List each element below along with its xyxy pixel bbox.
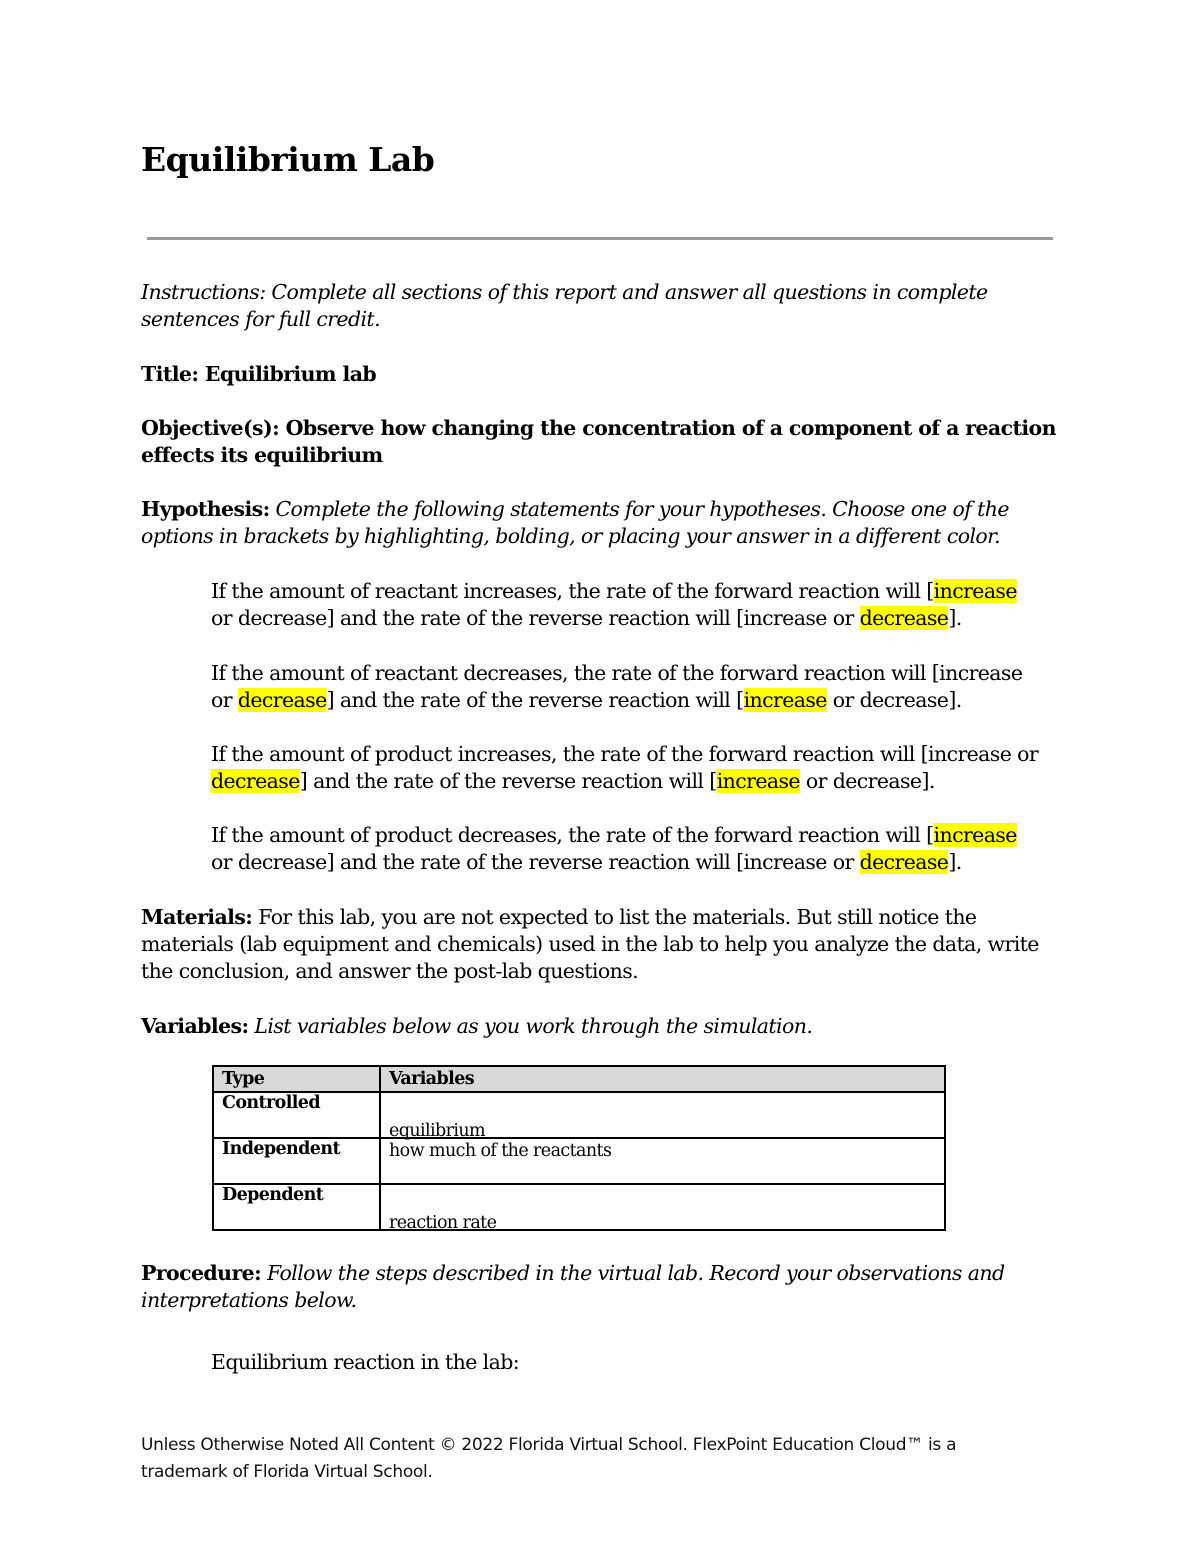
- table-header-row: [213, 1066, 945, 1092]
- variables-table: [212, 1065, 946, 1231]
- hypothesis-statement-4: If the amount of product decreases, the rate of the forward reaction will [increase or decrease] and the rate of the reverse reaction will [increase or decrease].: [211, 823, 1017, 874]
- lab-title-value: Equilibrium lab: [204, 362, 377, 386]
- page-footer: Unless Otherwise Noted All Content © 2022 Florida Virtual School. FlexPoint Education Cloud™ is a trademark of Florida Virtual School.: [141, 1435, 957, 1482]
- type-cell: Independent: [213, 1138, 380, 1184]
- hypothesis-statement-1: If the amount of reactant increases, the rate of the forward reaction will [increase or decrease] and the rate of the reverse reaction will [increase or decrease].: [211, 579, 1017, 630]
- horizontal-divider: [147, 237, 1053, 240]
- lab-title-label: Title:: [141, 362, 199, 386]
- objective-label: Objective(s):: [141, 416, 280, 440]
- table-row: [213, 1138, 945, 1184]
- selected-option: increase: [933, 579, 1017, 603]
- hypothesis-line: [141, 496, 1056, 550]
- selected-option: decrease: [859, 606, 949, 630]
- variables-text: List variables below as you work through the simulation.: [254, 1014, 813, 1038]
- selected-option: decrease: [211, 769, 300, 793]
- variable-value: reaction rate: [389, 1213, 497, 1233]
- selected-option: increase: [743, 688, 827, 712]
- header-variables: Variables: [380, 1066, 945, 1092]
- table-row: [213, 1092, 945, 1138]
- materials-label: Materials:: [141, 905, 253, 929]
- procedure-text: Follow the steps described in the virtual lab. Record your observations and interpretations below.: [141, 1261, 1005, 1312]
- selected-option: decrease: [859, 850, 949, 874]
- selected-option: increase: [933, 823, 1017, 847]
- selected-option: decrease: [237, 688, 327, 712]
- variable-cell[interactable]: [380, 1092, 945, 1141]
- variable-cell[interactable]: [380, 1184, 945, 1233]
- objective-line: [141, 415, 1056, 469]
- variable-value: equilibrium: [389, 1121, 486, 1141]
- hypothesis-statement-2: If the amount of reactant decreases, the rate of the forward reaction will [increase or decrease] and the rate of the reverse reaction will [increase or decrease].: [211, 661, 1023, 712]
- hypothesis-statement-3: If the amount of product increases, the rate of the forward reaction will [increase or decrease] and the rate of the reverse reaction will [increase or decrease].: [211, 742, 1039, 793]
- materials-text: For this lab, you are not expected to list the materials. But still notice the materials (lab equipment and chemicals) used in the lab to help you analyze the data, write the conclusion, and answer the post-lab questions.: [141, 905, 1039, 983]
- materials-line: [141, 904, 1056, 985]
- hypothesis-instructions: Complete the following statements for your hypotheses. Choose one of the options in brackets by highlighting, bolding, or placing your answer in a different color.: [141, 497, 1009, 548]
- type-cell: Controlled: [213, 1092, 380, 1138]
- instructions-text: Instructions: Complete all sections of this report and answer all questions in complete sentences for full credit.: [141, 280, 988, 331]
- type-cell: Dependent: [213, 1184, 380, 1230]
- selected-option: increase: [716, 769, 800, 793]
- variable-cell[interactable]: [380, 1138, 945, 1184]
- document-title: Equilibrium Lab: [141, 140, 435, 179]
- procedure-label: Procedure:: [141, 1261, 262, 1285]
- variables-line: [141, 1013, 1056, 1040]
- variables-label: Variables:: [141, 1014, 249, 1038]
- header-type: Type: [213, 1066, 380, 1092]
- hypothesis-label: Hypothesis:: [141, 497, 270, 521]
- procedure-line: [141, 1260, 1056, 1314]
- objective-value: Observe how changing the concentration of a component of a reaction effects its equilibrium: [141, 416, 1056, 467]
- lab-title-line: [141, 361, 1056, 388]
- reaction-label: Equilibrium reaction in the lab:: [211, 1350, 520, 1374]
- variable-value: how much of the reactants: [389, 1141, 612, 1161]
- table-row: [213, 1184, 945, 1230]
